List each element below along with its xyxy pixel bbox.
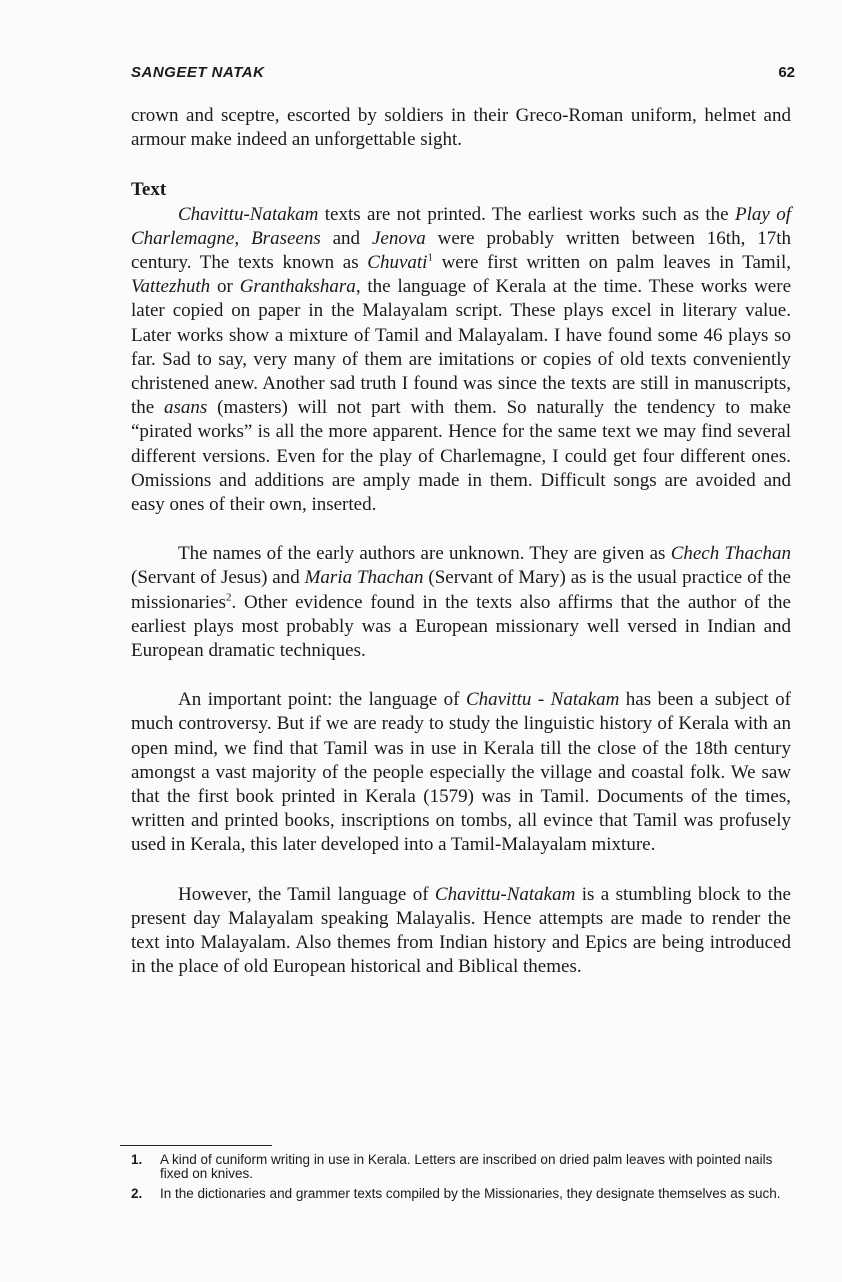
text-run: An important point: the language of (178, 689, 466, 711)
footnote-number: 1. (131, 1152, 143, 1167)
paragraph-3 (131, 688, 791, 857)
italic-term: Maria Thachan (304, 567, 424, 589)
italic-term: Jenova (371, 227, 426, 249)
text-run: , the language of Kerala at the time. These works were later copied on paper in the Malayalam script. These plays excel in literary value. Later works show a mixture of Tamil and Malayalam. I have found some 46 plays so far. Sad to say, very many of them are imitations or copies of old texts conveniently christened anew. Another sad truth I found was since the texts are still in manuscripts, the (131, 276, 792, 419)
text-run: were first written on palm leaves in Tamil, (432, 252, 791, 274)
footnote-text: A kind of cuniform writing in use in Kerala. Letters are inscribed on dried palm leaves with pointed nails fixed on knives. (160, 1152, 773, 1181)
italic-term: Granthakshara (239, 276, 356, 298)
italic-term: Chavittu-Natakam (434, 883, 576, 905)
footnote-2 (131, 1187, 791, 1201)
italic-term: asans (164, 397, 208, 419)
text-run: has been a subject of much controversy. But if we are ready to study the linguistic history of Kerala with an open mind, we find that Tamil was in use in Kerala till the close of the 18th century amongst a vast majority of the people especially the village and coastal folk. We saw that the first book printed in Kerala (1579) was in Tamil. Documents of the times, written and printed books, inscriptions on tombs, all evince that Tamil was profusely used in Kerala, this later developed into a Tamil-Malayalam mixture. (131, 689, 791, 856)
section-title: Text (131, 179, 167, 201)
text-run: and (320, 227, 372, 249)
text-run: were probably written between 16th, 17th century. The texts known as (131, 227, 791, 274)
footnote-text: In the dictionaries and grammer texts compiled by the Missionaries, they designate themselves as such. (160, 1186, 781, 1201)
paragraph-4 (131, 883, 791, 980)
intro-paragraph: crown and sceptre, escorted by soldiers in their Greco-Roman uniform, helmet and armour make indeed an unforgettable sight. (131, 105, 791, 151)
italic-term: Chech Thachan (670, 543, 791, 565)
footnote-ref-1: 1 (427, 251, 433, 264)
page-body (131, 104, 791, 980)
text-run: texts are not printed. The earliest works such as the (318, 203, 735, 225)
page-number: 62 (778, 64, 795, 81)
text-run: (Servant of Jesus) and (131, 567, 305, 589)
text-run: (Servant of Mary) as is the usual practice of the missionaries (131, 567, 791, 613)
text-run: or (210, 276, 240, 298)
running-title: SANGEET NATAK (131, 64, 265, 81)
italic-term: Chavittu - Natakam (465, 689, 620, 711)
italic-term: Play of Charlemagne, Braseens (131, 203, 791, 249)
footnote-ref-2: 2 (226, 591, 232, 604)
text-run: The names of the early authors are unknown. They are given as (178, 543, 671, 565)
text-run: is a stumbling block to the present day Malayalam speaking Malayalis. Hence attempts are made to render the text into Malayalam. Also themes from Indian history and Epics are being introduced in the place of old European historical and Biblical themes. (131, 883, 791, 978)
paragraph-1 (131, 203, 791, 518)
text-run: . Other evidence found in the texts also affirms that the author of the earliest plays most probably was a European missionary well versed in Indian and European dramatic techniques. (131, 591, 791, 662)
paragraph-2 (131, 542, 791, 663)
text-run: (masters) will not part with them. So naturally the tendency to make “pirated works” is all the more apparent. Hence for the same text we may find several different versions. Even for the play of Charlemagne, I could get four different ones. Omissions and additions are amply made in them. Difficult songs are avoided and easy ones of their own, inserted. (131, 397, 791, 516)
footnote-number: 2. (131, 1186, 143, 1201)
text-run: However, the Tamil language of (178, 883, 435, 905)
footnotes (131, 1153, 791, 1207)
page-header (131, 64, 795, 86)
italic-term: Chavittu-Natakam (178, 203, 319, 225)
footnote-1 (131, 1153, 791, 1181)
italic-term: Vattezhuth (131, 276, 211, 298)
italic-term: Chuvati (367, 252, 428, 274)
footnote-divider (120, 1145, 272, 1146)
